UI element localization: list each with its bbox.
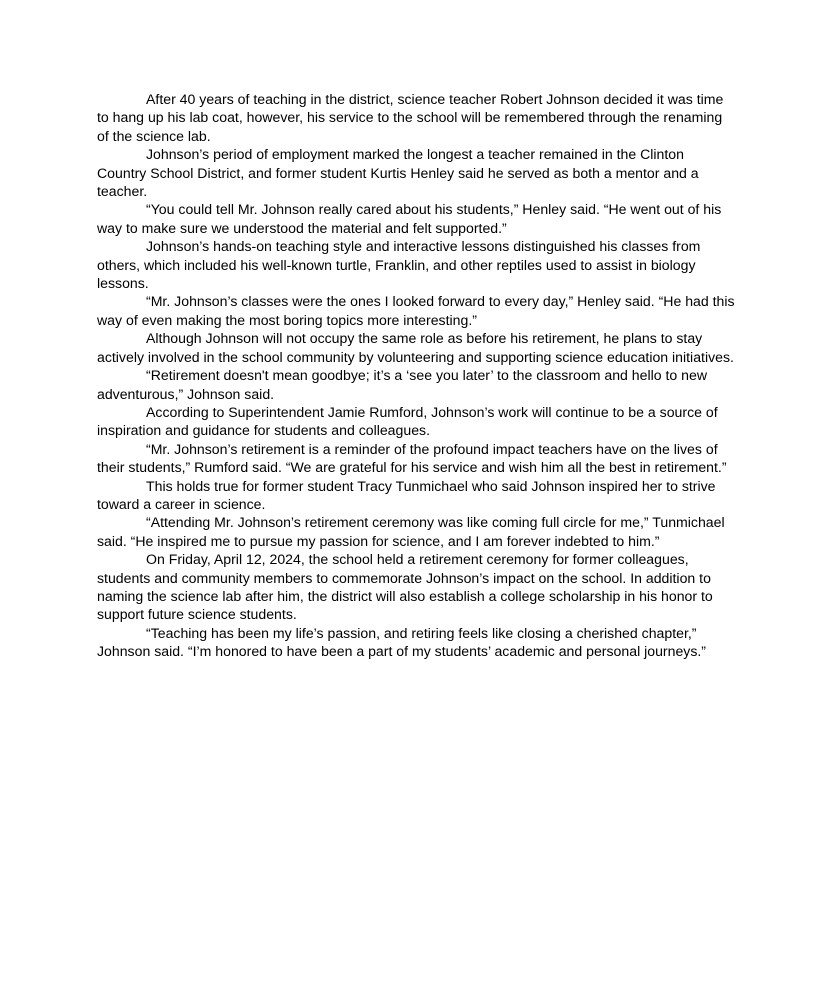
- paragraph-10: This holds true for former student Tracy Tunmichael who said Johnson inspired her to strive toward a career in science.: [97, 477, 716, 512]
- paragraph-1: After 40 years of teaching in the district, science teacher Robert Johnson decided it was time to hang up his lab coat, however, his service to the school will be remembered through the renaming of the science lab.: [97, 91, 724, 144]
- paragraph-2: Johnson’s period of employment marked the longest a teacher remained in the Clinton Country School District, and former student Kurtis Henley said he served as both a mentor and a teacher.: [97, 146, 699, 200]
- paragraph-13: “Teaching has been my life’s passion, and retiring feels like closing a cherished chapter,” Johnson said. “I’m honored to have been a part of my students’ academic and personal journeys.”: [97, 624, 706, 660]
- article-body: [97, 90, 737, 661]
- paragraph-9: “Mr. Johnson’s retirement is a reminder of the profound impact teachers have on the lives of their students,” Rumford said. “We are grateful for his service and wish him all the best in retirement.”: [97, 440, 727, 476]
- paragraph-11: “Attending Mr. Johnson’s retirement ceremony was like coming full circle for me,” Tunmichael said. “He inspired me to pursue my passion for science, and I am forever indebted to him.”: [97, 514, 725, 549]
- paragraph-12: On Friday, April 12, 2024, the school held a retirement ceremony for former colleagues, students and community members to commemorate Johnson’s impact on the school. In addition to naming the science lab after him, the district will also establish a college scholarship in his honor to support future science students.: [97, 551, 713, 623]
- paragraph-4: Johnson’s hands-on teaching style and interactive lessons distinguished his classes from others, which included his well-known turtle, Franklin, and other reptiles used to assist in biology lessons.: [97, 238, 701, 292]
- paragraph-6: Although Johnson will not occupy the same role as before his retirement, he plans to stay actively involved in the school community by volunteering and supporting science education initiatives.: [97, 330, 734, 365]
- paragraph-8: According to Superintendent Jamie Rumford, Johnson’s work will continue to be a source of inspiration and guidance for students and colleagues.: [97, 403, 718, 439]
- paragraph-7: “Retirement doesn't mean goodbye; it’s a ‘see you later’ to the classroom and hello to new adventurous,” Johnson said.: [97, 367, 708, 402]
- paragraph-3: “You could tell Mr. Johnson really cared about his students,” Henley said. “He went out of his way to make sure we understood the material and felt supported.”: [97, 201, 722, 236]
- paragraph-5: “Mr. Johnson’s classes were the ones I looked forward to every day,” Henley said. “He had this way of even making the most boring topics more interesting.”: [97, 293, 735, 328]
